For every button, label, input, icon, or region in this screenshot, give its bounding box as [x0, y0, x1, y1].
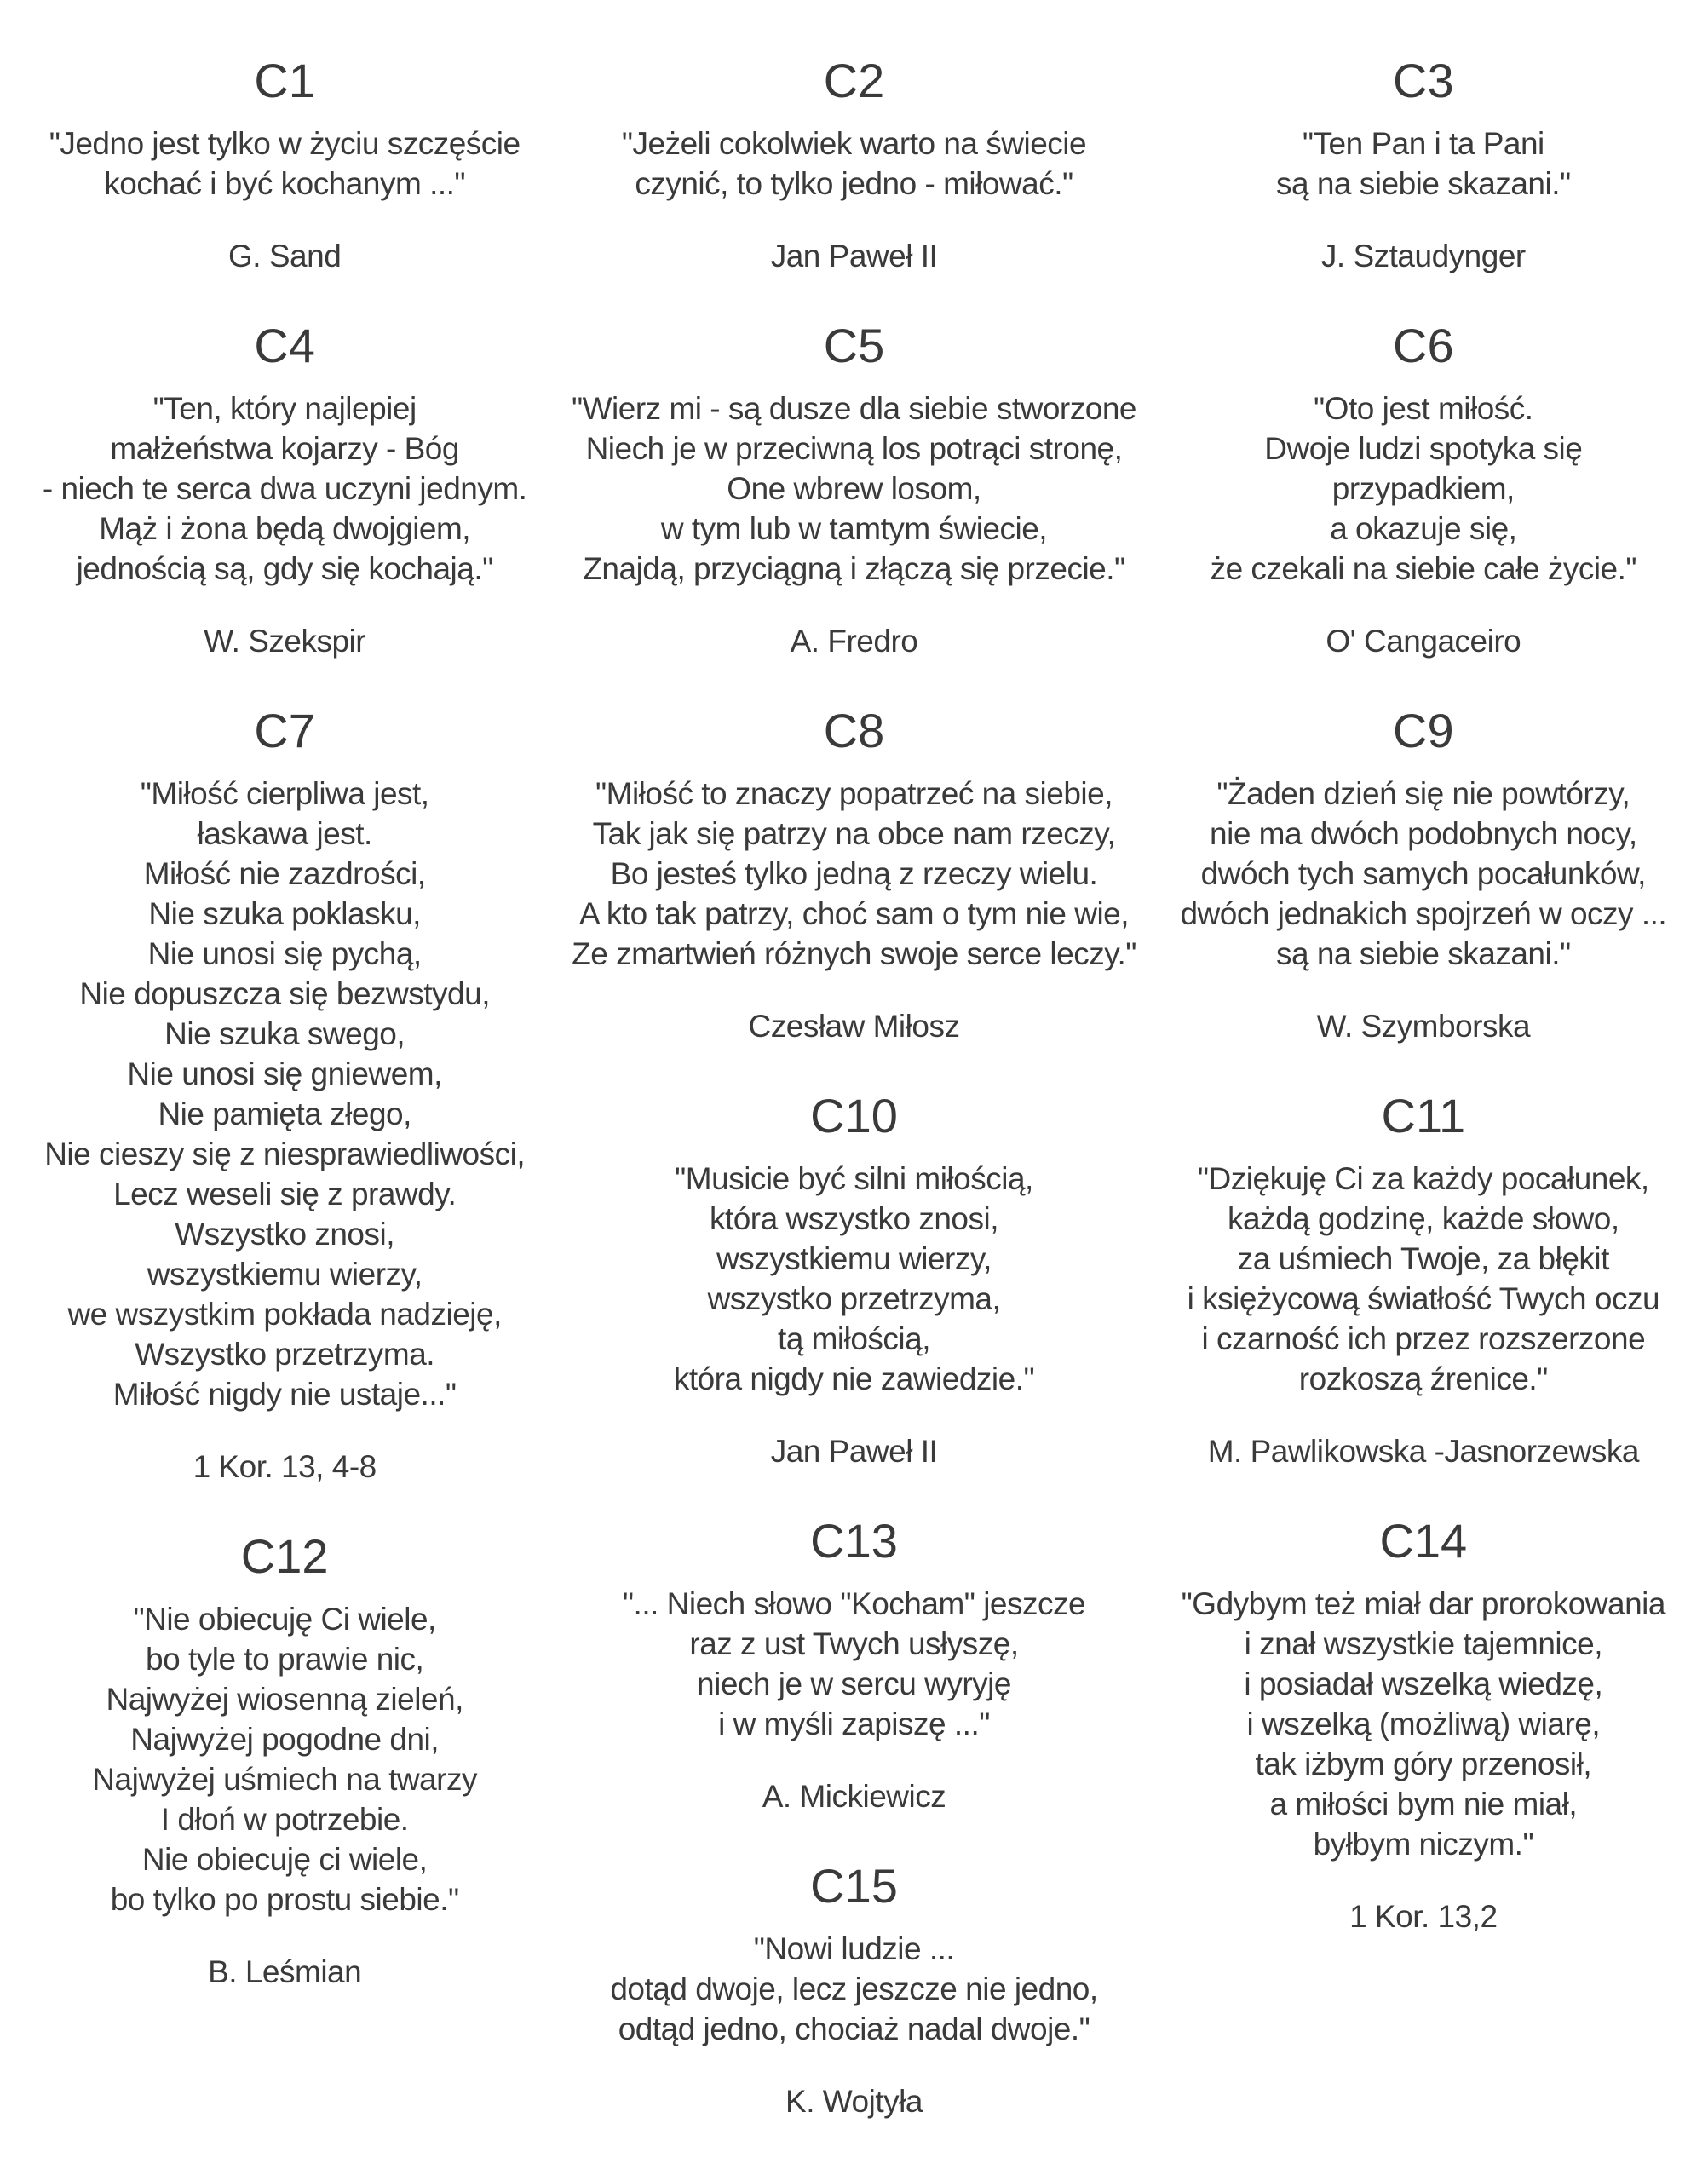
quote-text: "Nie obiecuję Ci wiele, bo tyle to prawie nic, Najwyżej wiosenną zieleń, Najwyżej pogodne dni, Najwyżej uśmiech na twarzy I dłoń w potrzebie. Nie obiecuję ci wiele, bo tylko po prostu siebie."	[92, 1602, 478, 1917]
card-heading: C15	[810, 1859, 898, 1913]
quote-text: "Ten, który najlepiej małżeństwa kojarzy - Bóg - niech te serca dwa uczyni jednym. Mąż i żona będą dwojgiem, jednością są, gdy się kochają."	[42, 391, 527, 586]
quote-text: "Miłość cierpliwa jest, łaskawa jest. Miłość nie zazdrości, Nie szuka poklasku, Nie unosi się pychą, Nie dopuszcza się bezwstydu, Nie szuka swego, Nie unosi się gniewem, Nie pamięta złego, Nie cieszy się z niesprawiedliwości, Lecz weseli się z prawdy. Wszystko znosi, wszystkiemu wierzy, we wszystkim pokłada nadzieję, Wszystko przetrzyma. Miłość nigdy nie ustaje..."	[44, 776, 526, 1412]
quote-author: G. Sand	[228, 239, 342, 273]
quote-author: M. Pawlikowska -Jasnorzewska	[1207, 1434, 1639, 1469]
quote-card-c10	[569, 1089, 1138, 1471]
card-heading: C11	[1381, 1089, 1466, 1142]
quote-author: O' Cangaceiro	[1326, 624, 1521, 659]
quote-text: "Nowi ludzie ... dotąd dwoje, lecz jeszcze nie jedno, odtąd jedno, chociaż nadal dwoje."	[610, 1931, 1098, 2046]
quote-text: "Żaden dzień się nie powtórzy, nie ma dwóch podobnych nocy, dwóch tych samych pocałunków, dwóch jednakich spojrzeń w oczy ... są na siebie skazani."	[1180, 776, 1667, 971]
quote-text: "Ten Pan i ta Pani są na siebie skazani."	[1276, 126, 1571, 201]
quote-text: "Musicie być silni miłością, która wszystko znosi, wszystkiemu wierzy, wszystko przetrzyma, tą miłością, która nigdy nie zawiedzie."	[673, 1161, 1035, 1396]
quote-author: K. Wojtyła	[785, 2084, 923, 2119]
quote-card-c4	[0, 319, 569, 661]
quote-text: "Jedno jest tylko w życiu szczęście kochać i być kochanym ..."	[49, 126, 520, 201]
card-heading: C10	[810, 1089, 898, 1142]
quote-text: "Wierz mi - są dusze dla siebie stworzone Niech je w przeciwną los potrąci stronę, One wbrew losom, w tym lub w tamtym świecie, Znajdą, przyciągną i złączą się przecie."	[571, 391, 1136, 586]
card-heading: C6	[1393, 319, 1454, 372]
quote-author: Jan Paweł II	[770, 239, 938, 273]
quote-author: J. Sztaudynger	[1320, 239, 1526, 273]
quote-card-c12	[0, 1529, 569, 1992]
quote-text: "Jeżeli cokolwiek warto na świecie czynić, to tylko jedno - miłować."	[621, 126, 1087, 201]
quote-author: B. Leśmian	[208, 1954, 362, 1989]
card-heading: C14	[1379, 1514, 1468, 1568]
quote-text: "Miłość to znaczy popatrzeć na siebie, Tak jak się patrzy na obce nam rzeczy, Bo jesteś tylko jedną z rzeczy wielu. A kto tak patrzy, choć sam o tym nie wie, Ze zmartwień różnych swoje serce leczy."	[572, 776, 1136, 971]
quote-card-c6	[1139, 319, 1708, 661]
quote-author: Czesław Miłosz	[748, 1009, 960, 1044]
card-heading: C5	[823, 319, 885, 372]
quote-text: "... Niech słowo "Kocham" jeszcze raz z ust Twych usłyszę, niech je w sercu wyryję i w myśli zapiszę ..."	[622, 1586, 1086, 1741]
quote-text: "Gdybym też miał dar prorokowania i znał wszystkie tajemnice, i posiadał wszelką wiedzę, i wszelką (możliwą) wiarę, tak iżbym góry przenosił, a miłości bym nie miał, byłbym niczym."	[1181, 1586, 1665, 1862]
quote-card-c15	[569, 1859, 1138, 2121]
card-heading: C12	[240, 1529, 329, 1583]
quote-author: W. Szekspir	[204, 624, 366, 659]
card-heading: C7	[254, 704, 315, 757]
quote-card-c9	[1139, 704, 1708, 1046]
quote-card-c2	[569, 54, 1138, 276]
card-heading: C13	[810, 1514, 898, 1568]
card-heading: C2	[823, 54, 885, 107]
card-heading: C8	[823, 704, 885, 757]
quote-card-c7	[0, 704, 569, 1487]
quote-author: A. Fredro	[790, 624, 918, 659]
quote-author: A. Mickiewicz	[762, 1779, 946, 1814]
quote-author: Jan Paweł II	[770, 1434, 938, 1469]
card-heading: C3	[1393, 54, 1454, 107]
quote-text: "Oto jest miłość. Dwoje ludzi spotyka się przypadkiem, a okazuje się, że czekali na siebie całe życie."	[1210, 391, 1637, 586]
quote-card-c11	[1139, 1089, 1708, 1471]
card-heading: C9	[1393, 704, 1454, 757]
card-heading: C1	[254, 54, 315, 107]
column-2	[569, 54, 1138, 2164]
quote-card-c8	[569, 704, 1138, 1046]
quote-card-c14	[1139, 1514, 1708, 1936]
quote-card-c3	[1139, 54, 1708, 276]
quote-author: W. Szymborska	[1316, 1009, 1531, 1044]
quote-author: 1 Kor. 13, 4-8	[193, 1449, 377, 1484]
card-heading: C4	[254, 319, 315, 372]
quote-author: 1 Kor. 13,2	[1349, 1899, 1498, 1934]
quote-card-c5	[569, 319, 1138, 661]
column-3	[1139, 54, 1708, 2164]
quote-card-c1	[0, 54, 569, 276]
quote-text: "Dziękuję Ci za każdy pocałunek, każdą godzinę, każde słowo, za uśmiech Twoje, za błękit i księżycową światłość Twych oczu i czarność ich przez rozszerzone rozkoszą źrenice."	[1187, 1161, 1660, 1396]
column-1	[0, 54, 569, 2164]
quote-card-c13	[569, 1514, 1138, 1816]
